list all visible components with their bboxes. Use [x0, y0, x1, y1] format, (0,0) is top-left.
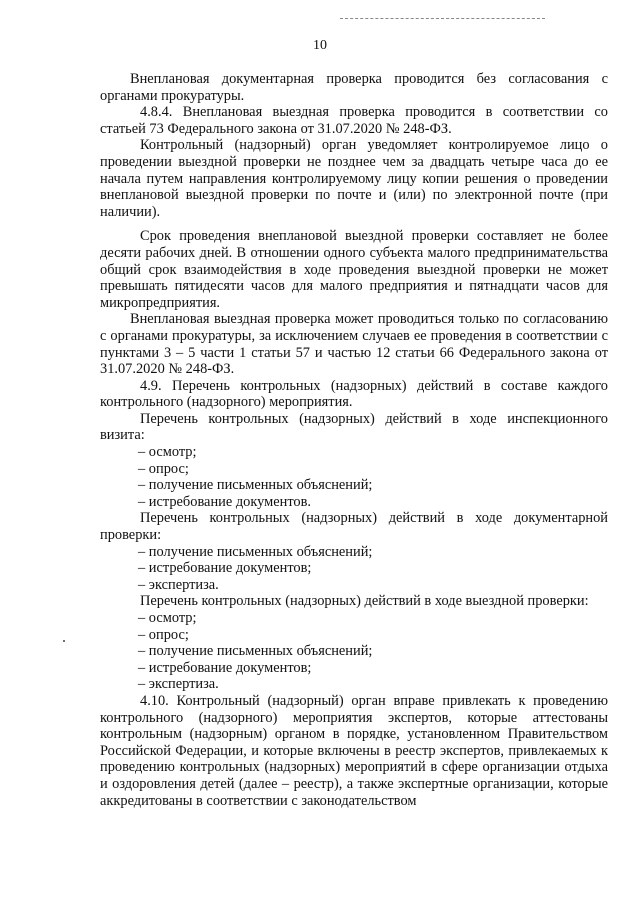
paragraph: Перечень контрольных (надзорных) действий в ходе инспекционного визита:	[100, 410, 608, 444]
list-item: – истребование документов.	[138, 493, 312, 510]
list-item: – опрос;	[138, 460, 189, 477]
paragraph: Перечень контрольных (надзорных) действий в ходе выездной проверки:	[140, 593, 589, 610]
list-item: – истребование документов;	[138, 560, 312, 577]
paragraph: Срок проведения внеплановой выездной проверки составляет не более десяти рабочих дней. В отношении одного субъекта малого предпринимательства общий срок взаимодействия в ходе проведения выездной проверки не может превышать пятидесяти часов для малого предприятия и пятнадцати часов для микропредприятия.	[100, 228, 608, 311]
list-item: – истребование документов;	[138, 659, 312, 676]
list-item: – экспертиза.	[138, 676, 219, 693]
list-item: – осмотр;	[138, 444, 197, 461]
document-body	[100, 71, 608, 809]
paragraph: 4.9. Перечень контрольных (надзорных) действий в составе каждого контрольного (надзорного) мероприятия.	[100, 377, 608, 411]
page-number: 10	[313, 38, 327, 53]
list-item: – получение письменных объяснений;	[138, 643, 373, 660]
list-item: – осмотр;	[138, 610, 197, 626]
paragraph: 4.8.4. Внеплановая выездная проверка проводится в соответствии со статьей 73 Федерального закона от 31.07.2020 № 248-ФЗ.	[100, 104, 608, 137]
list-item: – получение письменных объяснений;	[138, 477, 373, 494]
paragraph: 4.10. Контрольный (надзорный) орган вправе привлекать к проведению контрольного (надзорного) мероприятия экспертов, которые аттестованы контрольным (надзорным) органом в порядке, установленном Правительством Российской Федерации, и которые включены в реестр экспертов, привлекаемых к проведению контрольных (надзорных) мероприятий в сфере организации отдыха и оздоровления детей (далее – реестр), а также экспертные организации, которые аккредитованы в соответствии с законодательством	[100, 692, 608, 809]
list-item: – получение письменных объяснений;	[138, 543, 373, 560]
list-item: – экспертиза.	[138, 576, 219, 593]
scan-artifact-line	[340, 18, 545, 20]
scan-artifact-dot	[63, 640, 65, 642]
paragraph: Контрольный (надзорный) орган уведомляет контролируемое лицо о проведении выездной проверки не позднее чем за двадцать четыре часа до ее начала путем направления контролируемому лицу копии решения о проведении внеплановой выездной проверки по почте и (или) по электронной почте (при наличии).	[100, 137, 608, 220]
paragraph: Внеплановая документарная проверка проводится без согласования с органами прокуратуры.	[100, 71, 608, 104]
paragraph: Перечень контрольных (надзорных) действий в ходе документарной проверки:	[100, 510, 608, 544]
list-item: – опрос;	[138, 626, 189, 643]
paragraph: Внеплановая выездная проверка может проводиться только по согласованию с органами прокуратуры, за исключением случаев ее проведения в соответствии с пунктами 3 – 5 части 1 статьи 57 и частью 12 статьи 66 Федерального закона от 31.07.2020 № 248-ФЗ.	[100, 311, 608, 378]
